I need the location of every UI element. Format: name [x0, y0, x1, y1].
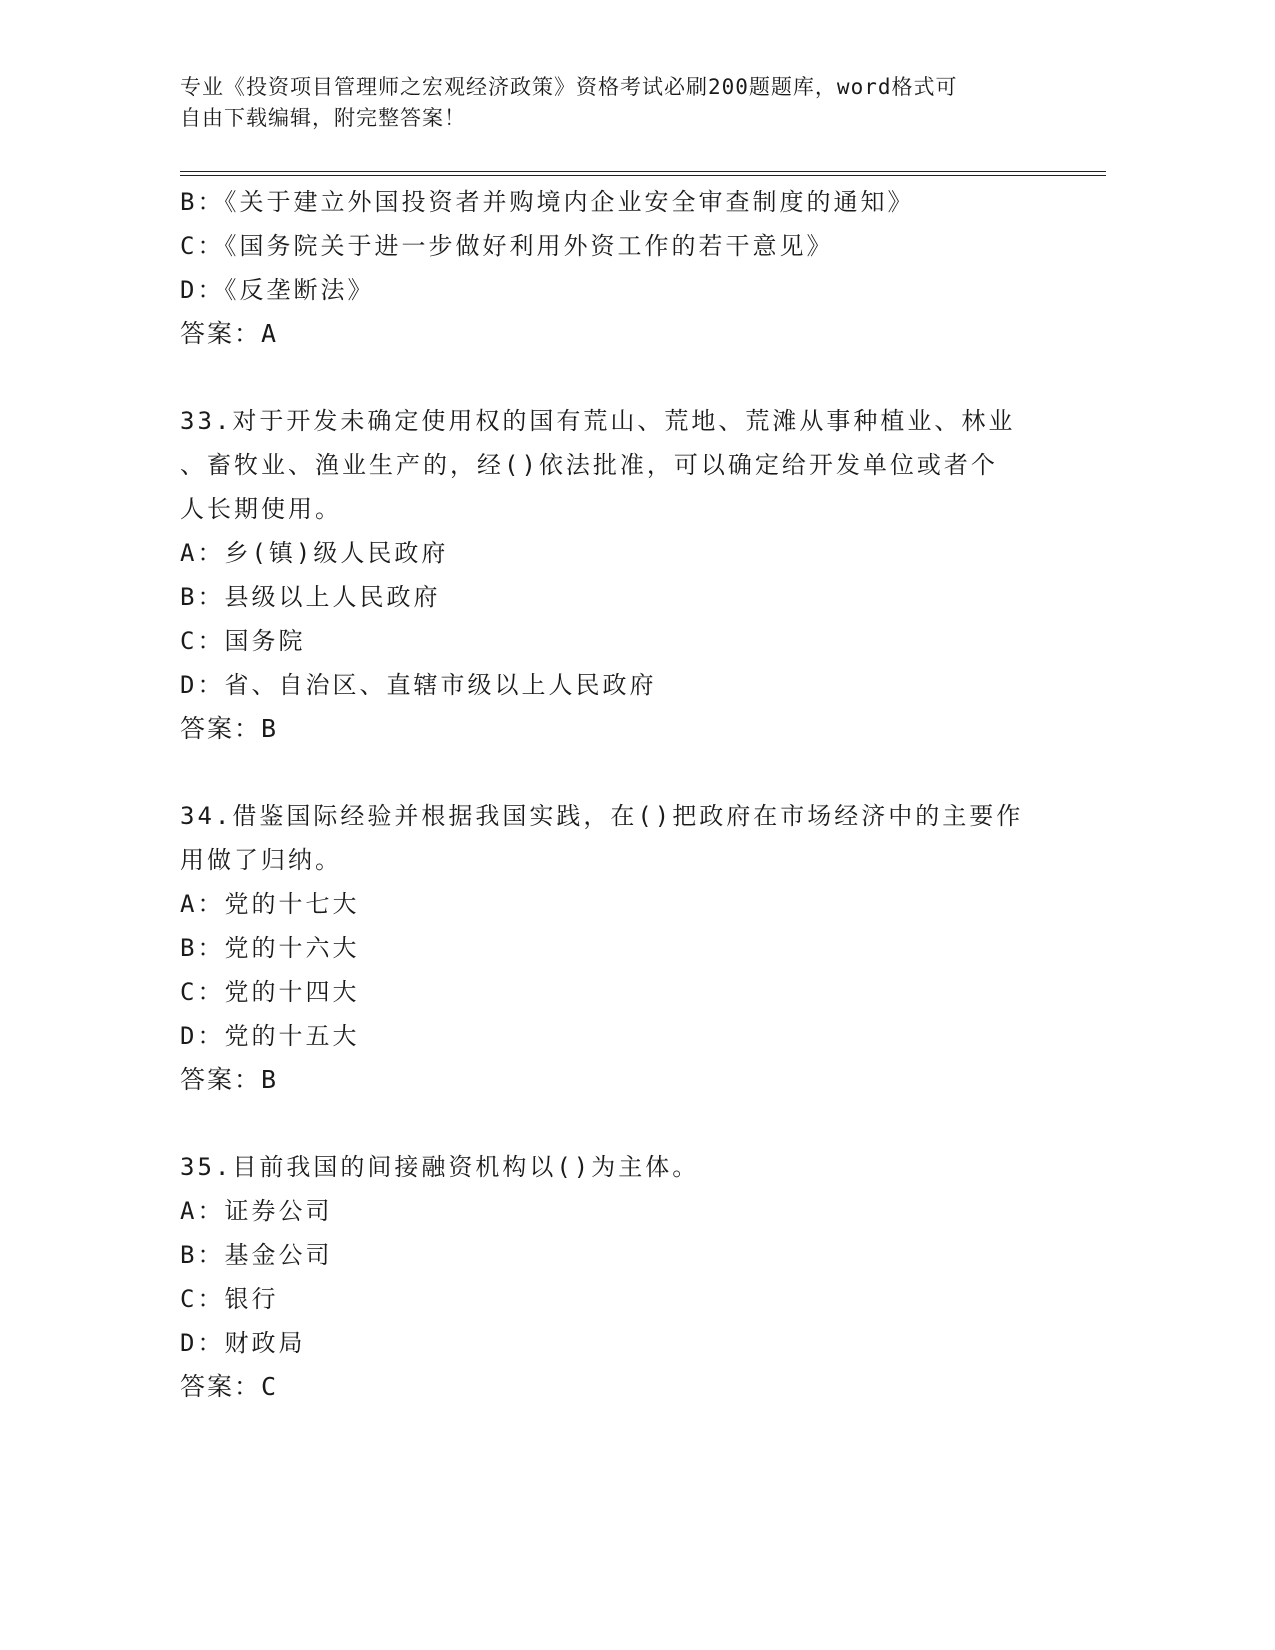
option-b: B：党的十六大	[180, 934, 360, 962]
option-d: D：省、自治区、直辖市级以上人民政府	[180, 671, 657, 699]
question-34	[180, 794, 1060, 1102]
previous-question-block	[180, 180, 1060, 356]
question-stem-line: 用做了归纳。	[180, 846, 342, 874]
option-b: B：基金公司	[180, 1241, 333, 1269]
option-c: C：党的十四大	[180, 978, 360, 1006]
spacer	[180, 751, 1060, 794]
option-a: A：党的十七大	[180, 890, 360, 918]
header-title-line-2: 自由下载编辑，附完整答案！	[180, 106, 466, 130]
header-divider	[180, 171, 1106, 176]
question-stem-line: 33.对于开发未确定使用权的国有荒山、荒地、荒滩从事种植业、林业	[180, 407, 1016, 435]
option-d: D：《反垄断法》	[180, 276, 375, 304]
option-c: C：国务院	[180, 627, 306, 655]
question-list	[180, 180, 1060, 1409]
option-b: B：县级以上人民政府	[180, 583, 441, 611]
question-33	[180, 399, 1060, 751]
option-c: C：银行	[180, 1285, 279, 1313]
option-d: D：党的十五大	[180, 1022, 360, 1050]
question-35	[180, 1145, 1060, 1409]
option-a: A：证券公司	[180, 1197, 333, 1225]
header-title-line-1: 专业《投资项目管理师之宏观经济政策》资格考试必刷200题题库，word格式可	[180, 75, 958, 99]
document-header	[180, 72, 1040, 134]
question-stem-line: 、畜牧业、渔业生产的，经()依法批准，可以确定给开发单位或者个	[180, 451, 998, 479]
answer-line: 答案：B	[180, 1065, 279, 1094]
option-d: D：财政局	[180, 1329, 306, 1357]
answer-line: 答案：B	[180, 714, 279, 743]
answer-line: 答案：A	[180, 319, 279, 348]
question-stem-line: 人长期使用。	[180, 495, 342, 523]
option-c: C：《国务院关于进一步做好利用外资工作的若干意见》	[180, 232, 834, 260]
question-stem-line: 35.目前我国的间接融资机构以()为主体。	[180, 1153, 700, 1181]
spacer	[180, 1102, 1060, 1145]
answer-line: 答案：C	[180, 1372, 279, 1401]
question-stem-line: 34.借鉴国际经验并根据我国实践，在()把政府在市场经济中的主要作	[180, 802, 1024, 830]
option-b: B：《关于建立外国投资者并购境内企业安全审查制度的通知》	[180, 188, 915, 216]
option-a: A：乡(镇)级人民政府	[180, 539, 449, 567]
spacer	[180, 356, 1060, 399]
